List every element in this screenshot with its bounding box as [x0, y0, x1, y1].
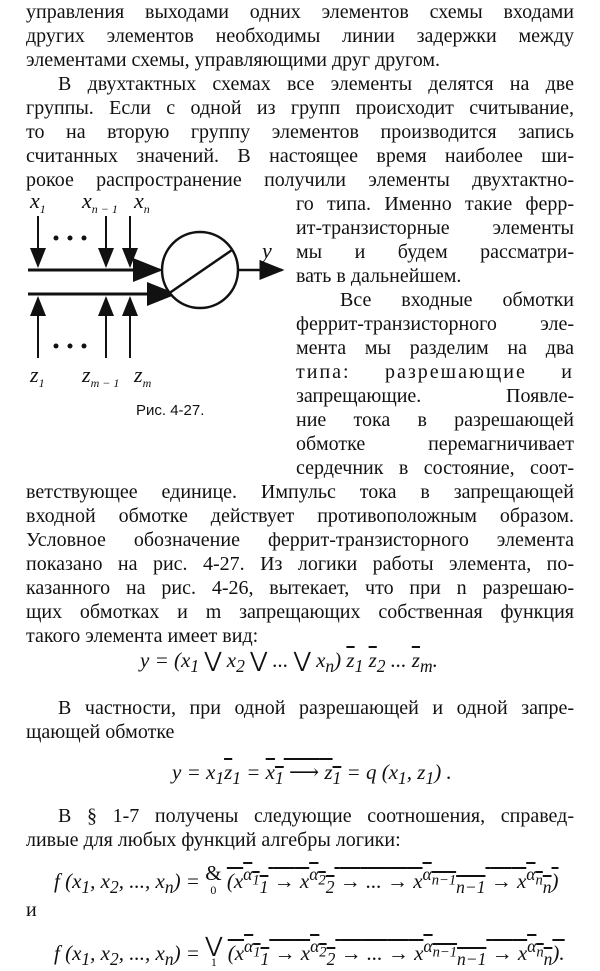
text-line: типа: разрешающие и	[296, 361, 574, 383]
text-line: щих обмотках и m запрещающих собственная функция	[26, 601, 574, 623]
text-line: показано на рис. 4-27. Из логики работы элемента, по-	[26, 553, 574, 575]
formula-disjunctive-form: f ($x_1$, $x_2$, ..., $x_n$) = ⋁ 1 ($x^{\alpha_1}_1 \to x^{\alpha_2}_2$ → ... → $x^{\alpha_{n-1}}_{n-1} \to x^{\alpha_n}_n$).	[54, 933, 565, 970]
formula-single-winding: $y = x_1\overline{z}_1 = x_1$ ⟶ $z_1 = q$ ($x_1$, $z_1$) .	[172, 760, 452, 789]
text-line: элементами схемы, управляющими друг другом.	[26, 49, 440, 71]
text-line: то на вторую группу элементов производится запись	[26, 121, 574, 143]
formula-own-function: $y = (x_1$ ⋁ $x_2$ ⋁ ... ⋁ $x_n$) $\overline{z}_1$ $\overline{z}_2$ ... $\overline{z}_m$.	[140, 648, 438, 677]
text-line: ит-транзисторные элементы	[296, 217, 574, 239]
label-zm-1: $z_{m - 1}$	[82, 362, 120, 390]
text-line: феррит-транзисторного эле-	[296, 313, 574, 335]
text-line: входной обмотке действует противоположным образом.	[26, 505, 574, 527]
text-line: В частности, при одной разрешающей и одной запре-	[58, 697, 574, 719]
conjunction-and: и	[26, 899, 37, 921]
text-line: ние тока в разрешающей	[296, 409, 574, 431]
text-line: В § 1-7 получены следующие соотношения, справед-	[58, 805, 574, 827]
text-line: Все входные обмотки	[340, 289, 574, 311]
text-line: считанных значений. В настоящее время наиболее ши-	[26, 145, 574, 167]
text-line: вать в дальнейшем.	[296, 265, 462, 287]
text-line: мы и будем рассматри-	[296, 241, 574, 263]
label-xn-1: $x_{n - 1}$	[82, 188, 118, 216]
label-y: y	[262, 238, 272, 263]
text-line: щающей обмотке	[26, 721, 175, 743]
text-line: мента мы разделим на два	[296, 337, 574, 359]
figure-4-27	[0, 186, 300, 426]
text-line: ветствующее единице. Импульс тока в запрещающей	[26, 481, 574, 503]
text-line: В двухтактных схемах все элементы делятся на две	[58, 73, 574, 95]
text-line: управления выходами одних элементов схемы входами	[26, 1, 574, 23]
text-line: группы. Если с одной из групп происходит считывание,	[26, 97, 574, 119]
text-line: казанного на рис. 4-26, вытекает, что при n разрешаю-	[26, 577, 574, 599]
text-line: рокое распространение получили элементы двухтактно-	[26, 169, 574, 191]
text-line: го типа. Именно такие ферр-	[296, 193, 574, 215]
label-x1: $x_1$	[30, 188, 46, 216]
text-line: обмотке перемагничивает	[296, 433, 574, 455]
figure-caption: Рис. 4-27.	[136, 402, 205, 419]
text-line: сердечник в состояние, соот-	[296, 457, 574, 479]
text-line: запрещающие. Появле-	[296, 385, 574, 407]
formula-conjunctive-form: f ($x_1$, $x_2$, ..., $x_n$) = & 0 ($x^{\alpha_1}_1 \to x^{\alpha_2}_2$ → ... → $x^{\alpha_{n-1}}_{n-1} \to x^{\alpha_n}_n$)	[54, 861, 559, 898]
text-line: ливые для любых функций алгебры логики:	[26, 829, 401, 851]
text-line: такого элемента имеет вид:	[26, 625, 259, 647]
text-line: других элементов необходимы линии задержки между	[26, 25, 574, 47]
label-zm: $z_m$	[134, 362, 152, 390]
text-line: Условное обозначение феррит-транзисторного элемента	[26, 529, 574, 551]
element-circle	[162, 232, 238, 308]
label-xn: $x_n$	[134, 188, 150, 216]
label-z1: $z_1$	[30, 362, 45, 390]
ferrite-transistor-element-diagram	[0, 186, 300, 426]
